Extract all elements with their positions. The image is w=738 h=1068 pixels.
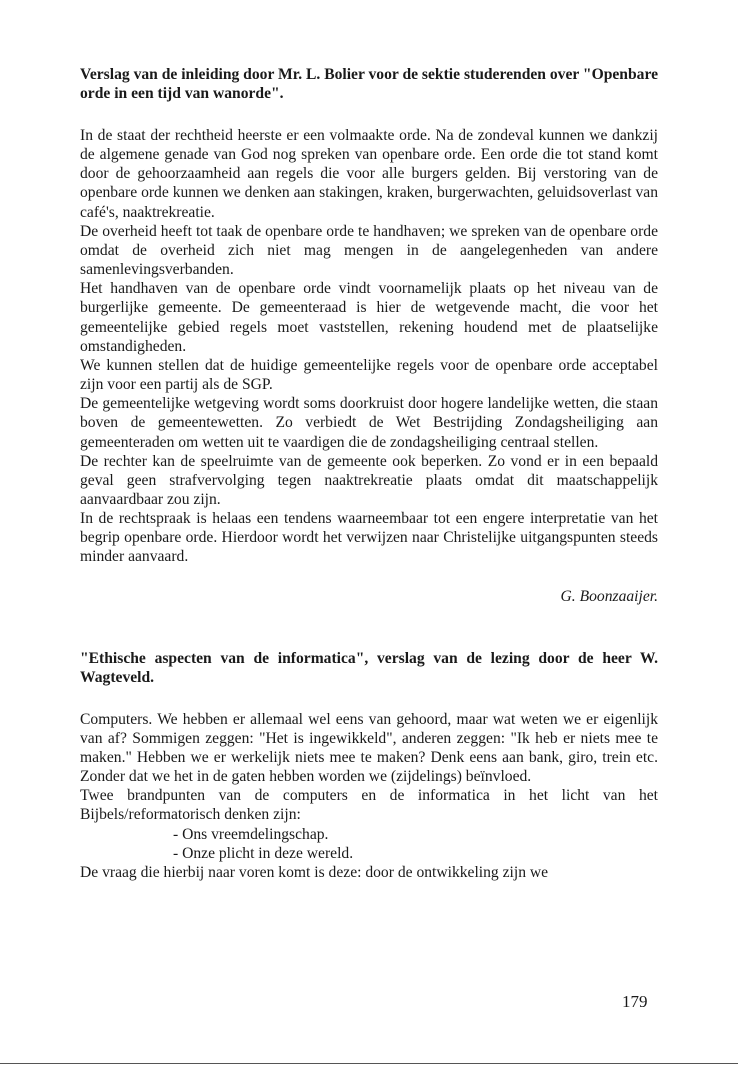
- page-number: 179: [622, 992, 648, 1011]
- page-content: [80, 60, 658, 882]
- section2-title: "Ethische aspecten van de informatica", verslag van de lezing door de heer W. Wagteveld.: [80, 649, 658, 686]
- list-item: - Ons vreemdelingschap.: [173, 825, 329, 843]
- section1-title: Verslag van de inleiding door Mr. L. Bolier voor de sektie studerenden over "Openbare orde in een tijd van wanorde".: [80, 66, 659, 102]
- section2-body: [80, 710, 658, 882]
- section1-body: [80, 126, 658, 567]
- bottom-rule: [0, 1063, 738, 1064]
- section1-paragraph: We kunnen stellen dat de huidige gemeentelijke regels voor de openbare orde acceptabel zijn voor een partij als de SGP.: [80, 356, 658, 394]
- section2-paragraph: Computers. We hebben er allemaal wel eens van gehoord, maar wat weten we er eigenlijk van af? Sommigen zeggen: "Het is ingewikkeld", anderen zeggen: "Ik heb er niets mee te maken." Hebben we er werkelijk niets mee te maken? Denk eens aan bank, giro, trein etc. Zonder dat we het in de gaten hebben worden we (zijdelings) beïnvloed.: [80, 710, 658, 786]
- section1-paragraph: De rechter kan de speelruimte van de gemeente ook beperken. Zo vond er in een bepaald geval geen strafvervolging tegen naaktrekreatie plaats omdat dit maatschappelijk aanvaardbaar zou zijn.: [80, 452, 658, 508]
- section1-paragraph: De gemeentelijke wetgeving wordt soms doorkruist door hogere landelijke wetten, die staan boven de gemeentewetten. Zo verbiedt de Wet Bestrijding Zondagsheiliging aan gemeenteraden om wetten uit te vaardigen die de zondagsheiliging centraal stellen.: [80, 395, 658, 451]
- section1-paragraph: In de staat der rechtheid heerste er een volmaakte orde. Na de zondeval kunnen we dankzij de algemene genade van God nog spreken van openbare orde. Een orde die tot stand komt door de gehoorzaamheid aan regels die voor alle burgers gelden. Bij verstoring van de openbare orde kunnen we denken aan stakingen, kraken, burgerwachten, geluidsoverlast van café's, naaktrekreatie.: [80, 127, 658, 221]
- section2-closing: De vraag die hierbij naar voren komt is deze: door de ontwikkeling zijn we: [80, 863, 549, 881]
- section1-paragraph: In de rechtspraak is helaas een tendens waarneembaar tot een engere interpretatie van het begrip openbare orde. Hierdoor wordt het verwijzen naar Christelijke uitgangspunten steeds minder aanvaard.: [80, 510, 658, 566]
- list-item: - Onze plicht in deze wereld.: [173, 844, 354, 862]
- section1-paragraph: De overheid heeft tot taak de openbare orde te handhaven; we spreken van de openbare orde omdat de overheid zich niet mag mengen in de aangelegenheden van andere samenlevingsverbanden.: [80, 222, 658, 279]
- section1-paragraph: Het handhaven van de openbare orde vindt voornamelijk plaats op het niveau van de burgerlijke gemeente. De gemeenteraad is hier de wetgevende macht, die voor het gemeentelijke gebied regels moet vaststellen, rekening houdend met de plaatselijke omstandigheden.: [80, 280, 658, 355]
- author-signature: G. Boonzaaijer.: [560, 587, 658, 605]
- section2-paragraph: Twee brandpunten van de computers en de informatica in het licht van het Bijbels/reformatorisch denken zijn:: [80, 787, 658, 824]
